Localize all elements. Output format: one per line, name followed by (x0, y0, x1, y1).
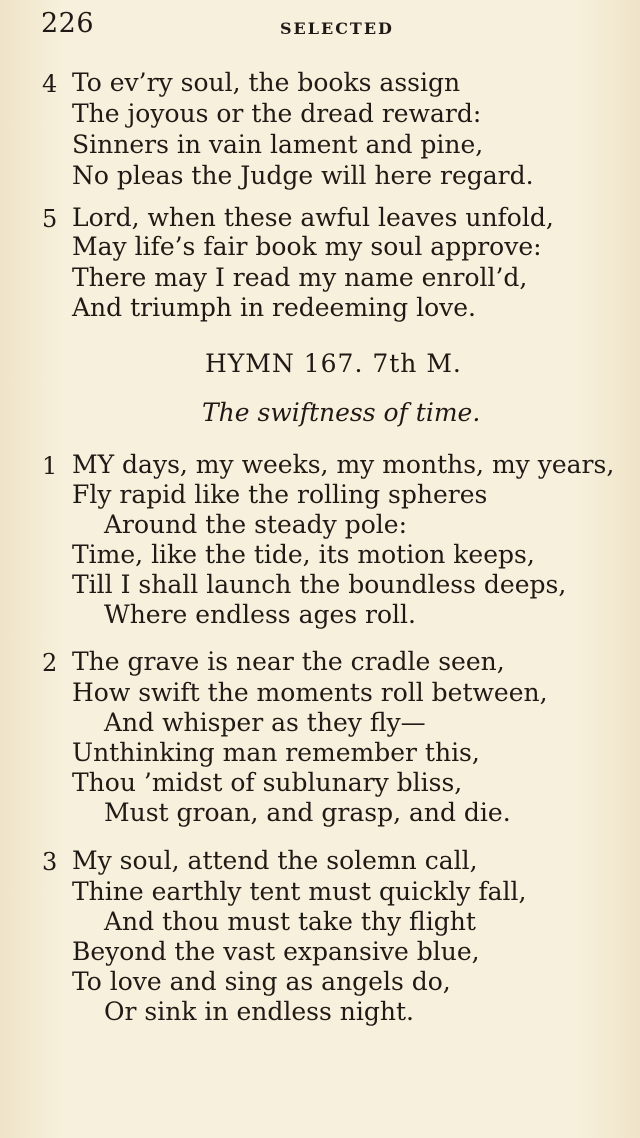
verse-line: Thine earthly tent must quickly fall, (72, 877, 527, 906)
hymn-title: HYMN 167. 7th M. (205, 349, 462, 378)
verse-line: And whisper as they fly— (104, 708, 426, 737)
hymn-subtitle: The swiftness of time. (202, 398, 481, 427)
verse-line: MY days, my weeks, my months, my years, (72, 450, 615, 479)
verse-line: Thou ’midst of sublunary bliss, (72, 768, 463, 797)
verse-line: And triumph in redeeming love. (72, 293, 477, 322)
verse-line: To love and sing as angels do, (72, 967, 451, 996)
verse-line: No pleas the Judge will here regard. (72, 161, 534, 190)
verse-line: Sinners in vain lament and pine, (72, 130, 484, 159)
verse-line: Fly rapid like the rolling spheres (72, 480, 488, 509)
verse-line: How swift the moments roll between, (72, 678, 548, 707)
verse-line: The joyous or the dread reward: (72, 99, 482, 128)
running-head: SELECTED (280, 19, 394, 38)
stanza-number: 1 (42, 452, 58, 480)
page-number: 226 (41, 8, 95, 39)
stanza-number: 5 (42, 205, 58, 233)
verse-line: My soul, attend the solemn call, (72, 846, 478, 875)
verse-line: Or sink in endless night. (104, 997, 414, 1026)
verse-line: May life’s fair book my soul approve: (72, 232, 542, 261)
verse-line: Where endless ages roll. (104, 600, 416, 629)
verse-line: Beyond the vast expansive blue, (72, 937, 480, 966)
verse-line: Must groan, and grasp, and die. (104, 798, 511, 827)
page-header (41, 8, 601, 48)
stanza-number: 3 (42, 848, 58, 876)
verse-line: To ev’ry soul, the books assign (72, 68, 461, 97)
verse-line: Around the steady pole: (104, 510, 408, 539)
verse-line: Unthinking man remember this, (72, 738, 480, 767)
verse-line: Lord, when these awful leaves unfold, (72, 203, 554, 232)
verse-line: The grave is near the cradle seen, (72, 647, 505, 676)
verse-line: Till I shall launch the boundless deeps, (72, 570, 567, 599)
verse-line: And thou must take thy flight (104, 907, 476, 936)
verse-line: There may I read my name enroll’d, (72, 263, 528, 292)
verse-line: Time, like the tide, its motion keeps, (72, 540, 535, 569)
stanza-number: 2 (42, 649, 58, 677)
stanza-number: 4 (42, 70, 58, 98)
